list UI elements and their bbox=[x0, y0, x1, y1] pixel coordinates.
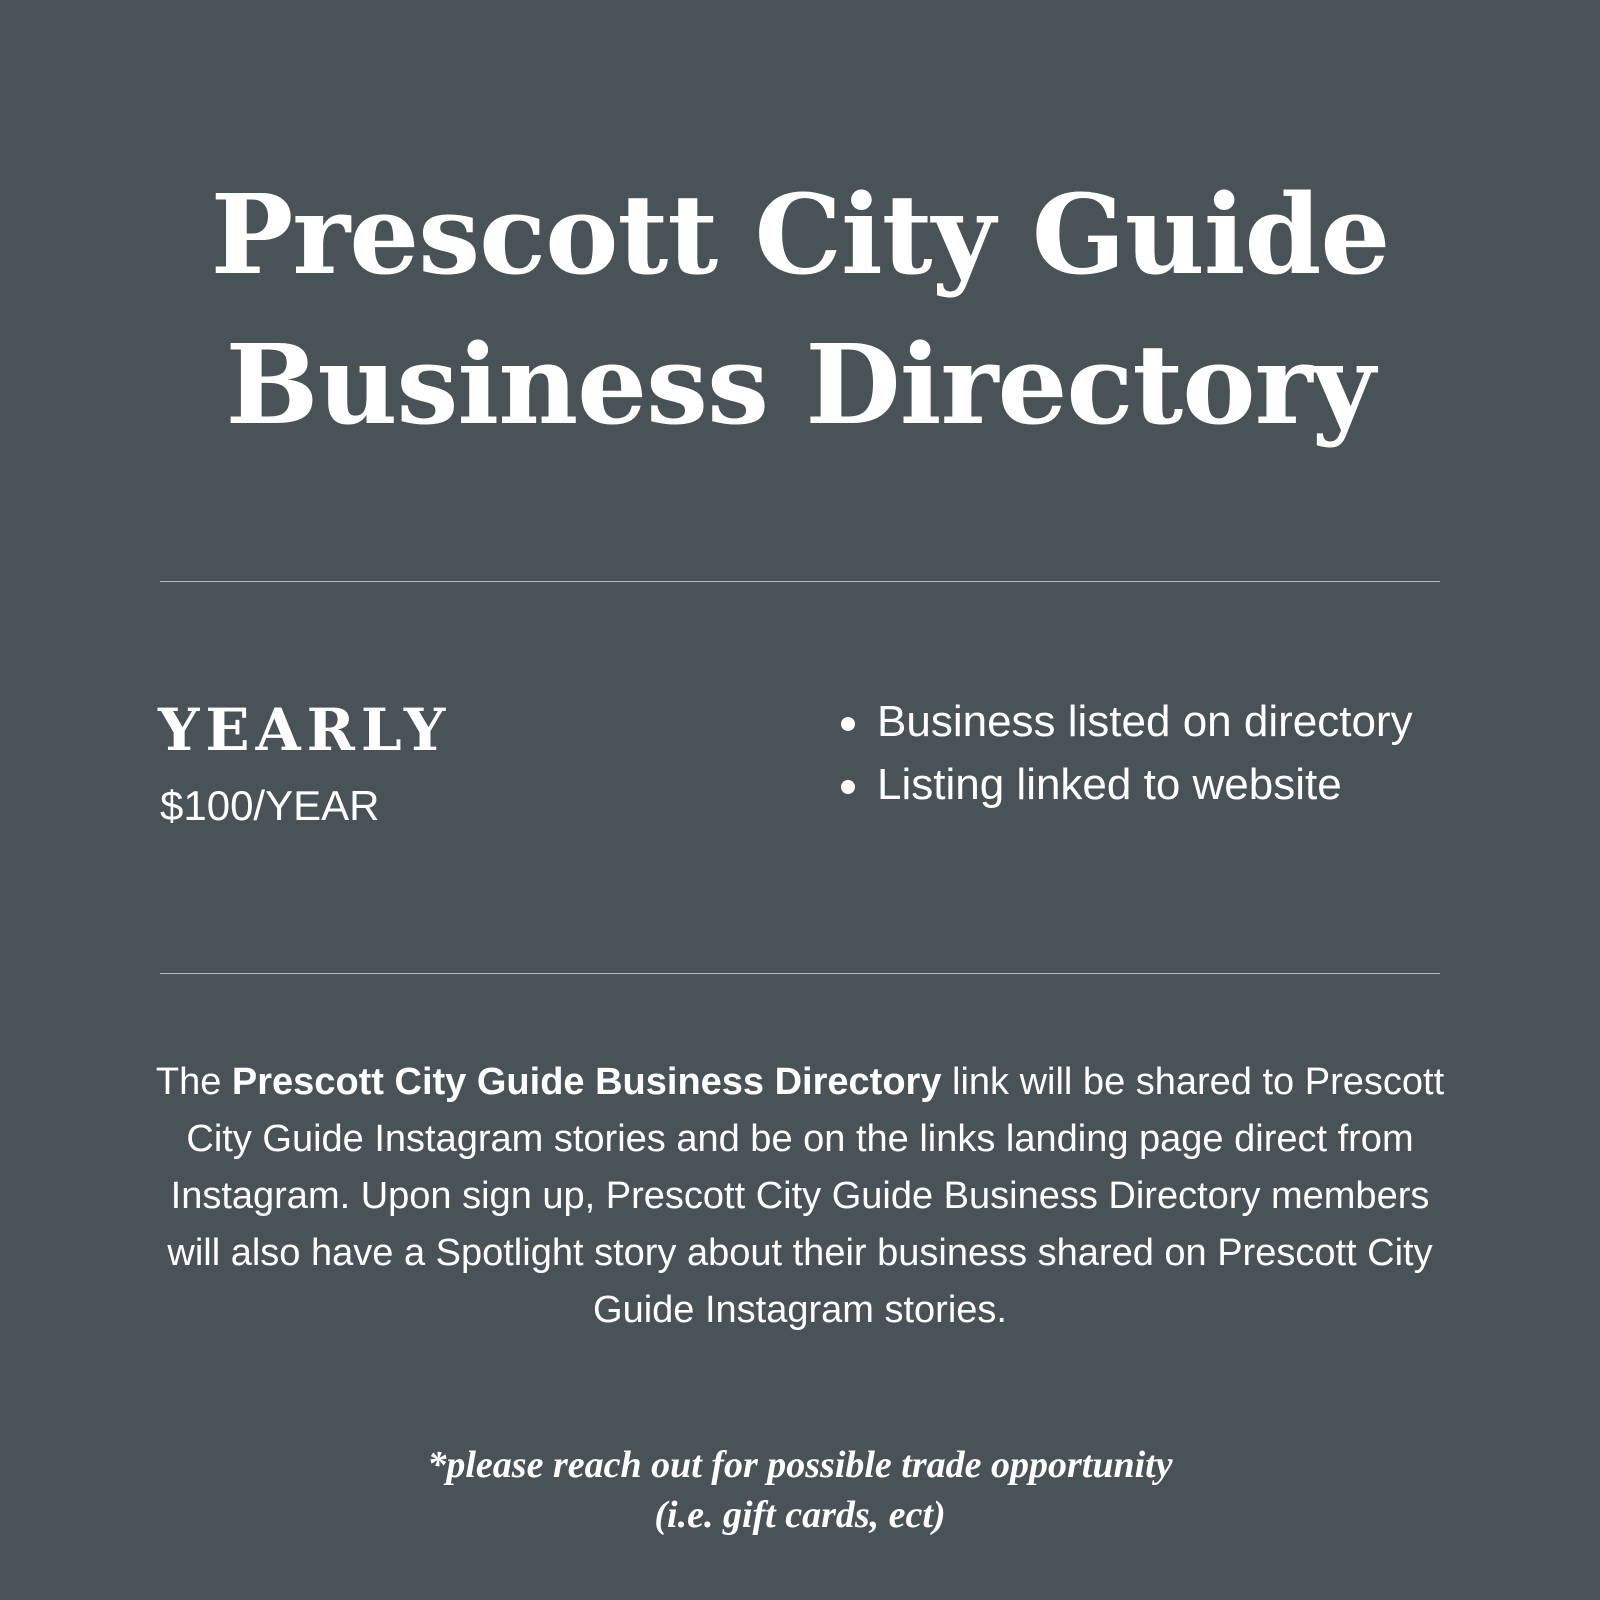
feature-list bbox=[835, 690, 1413, 816]
feature-item bbox=[835, 753, 1413, 816]
page-title bbox=[0, 160, 1600, 460]
top-divider bbox=[160, 581, 1440, 582]
trade-note-line-1: *please reach out for possible trade opportunity bbox=[427, 1444, 1173, 1486]
bullet-icon bbox=[841, 717, 855, 731]
feature-text: Business listed on directory bbox=[877, 697, 1413, 746]
description-body: link will be shared to Prescott City Guide Instagram stories and be on the links landing page direct from Instagram. Upon sign up, Prescott City Guide Business Directory members will also have a Spotlight story about their business shared on Prescott City Guide Instagram stories. bbox=[167, 1061, 1445, 1331]
description-prefix: The bbox=[155, 1061, 232, 1103]
description-paragraph bbox=[150, 1054, 1450, 1339]
bullet-icon bbox=[841, 780, 855, 794]
title-line-1: Prescott City Guide bbox=[210, 170, 1390, 299]
trade-note-line-2: (i.e. gift cards, ect) bbox=[654, 1494, 946, 1536]
feature-item bbox=[835, 690, 1413, 753]
title-line-2: Business Directory bbox=[225, 320, 1375, 449]
trade-note bbox=[0, 1440, 1600, 1540]
bottom-divider bbox=[160, 973, 1440, 974]
feature-text: Listing linked to website bbox=[877, 760, 1342, 809]
description-bold-name: Prescott City Guide Business Directory bbox=[231, 1061, 942, 1103]
plan-name: YEARLY bbox=[158, 696, 452, 764]
plan-price: $100/YEAR bbox=[160, 782, 380, 829]
